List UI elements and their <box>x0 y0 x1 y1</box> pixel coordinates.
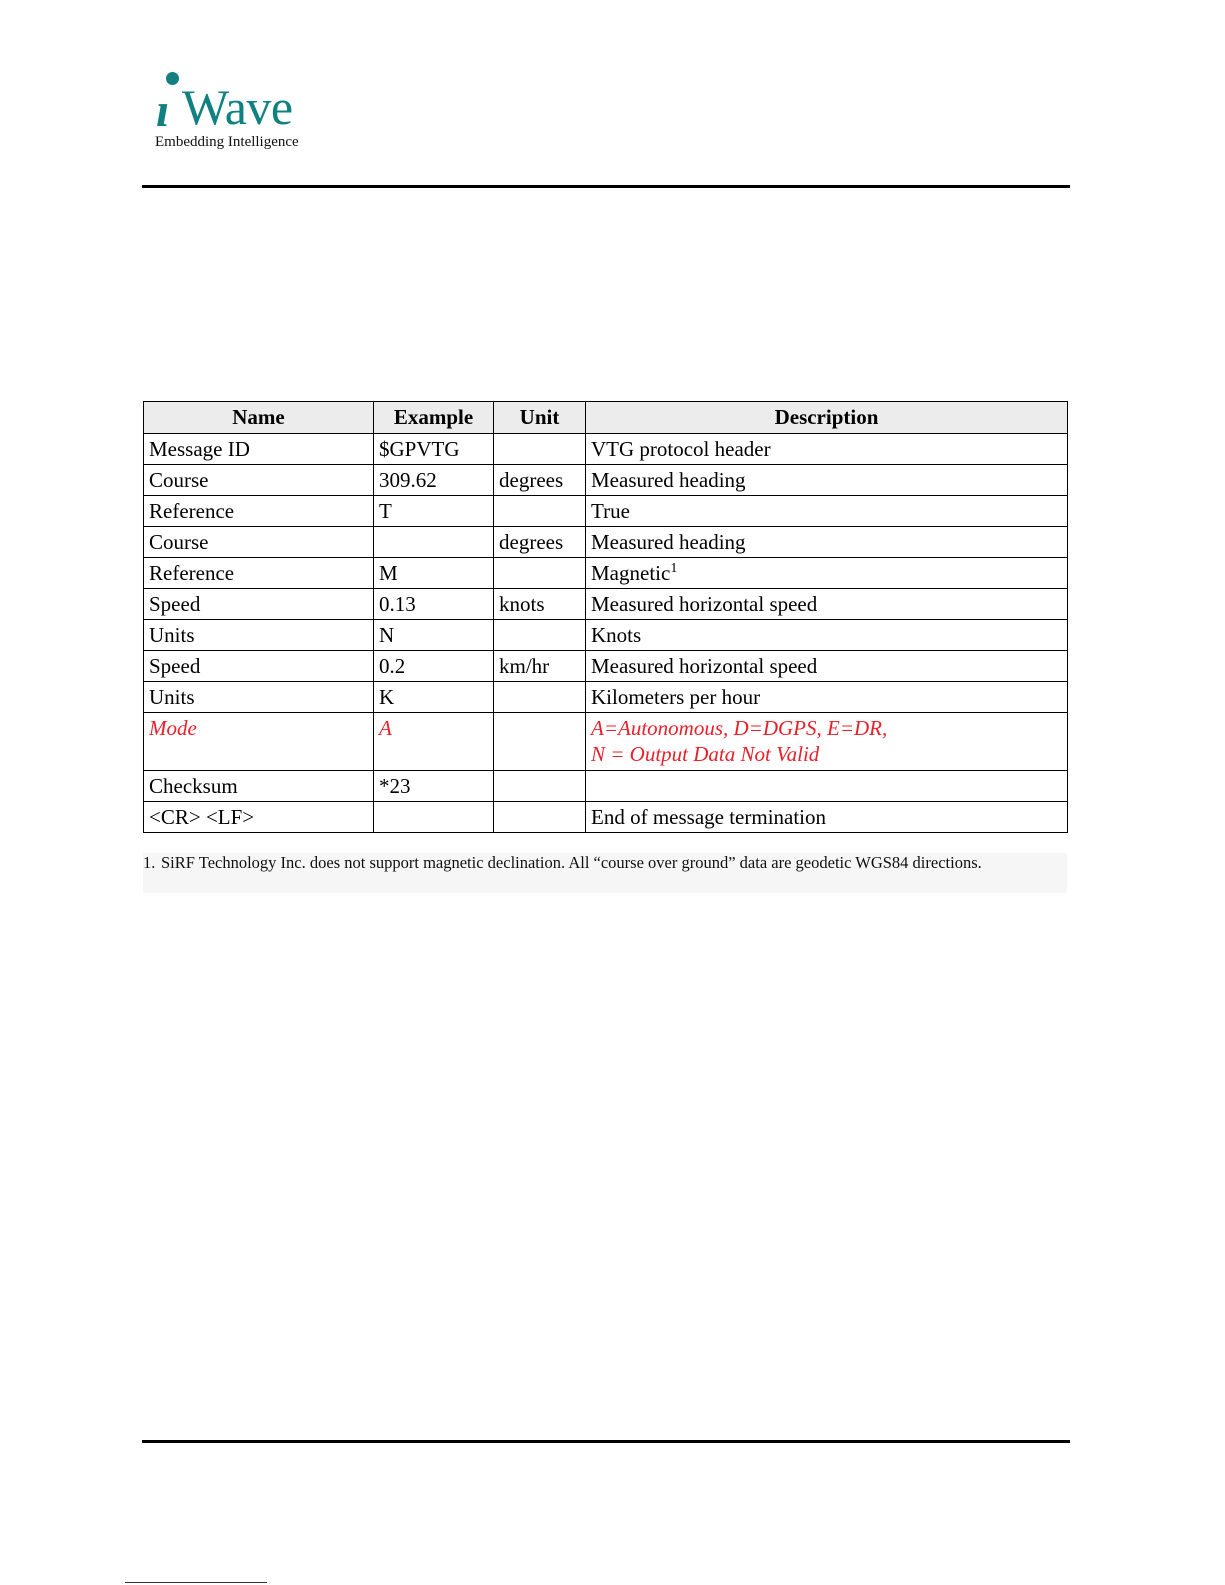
mode-description-line: A=Autonomous, D=DGPS, E=DR, <box>591 716 888 740</box>
vtg-message-table <box>143 401 1068 833</box>
header-description: Description <box>586 402 1068 434</box>
table-row <box>144 465 1068 496</box>
cell-name: Course <box>144 465 374 496</box>
cell-description <box>586 558 1068 589</box>
table-row <box>144 682 1068 713</box>
cell-name: Course <box>144 527 374 558</box>
cell-name: Checksum <box>144 771 374 802</box>
cell-description: Measured horizontal speed <box>586 589 1068 620</box>
cell-name: Speed <box>144 589 374 620</box>
cell-unit <box>494 682 586 713</box>
cell-unit <box>494 771 586 802</box>
cell-example: 309.62 <box>374 465 494 496</box>
table-header-row <box>144 402 1068 434</box>
cell-example: 0.13 <box>374 589 494 620</box>
footer-rule <box>142 1440 1070 1443</box>
footnote-reference: 1 <box>670 561 678 576</box>
cell-name: Message ID <box>144 434 374 465</box>
cell-name: Units <box>144 682 374 713</box>
cell-example: $GPVTG <box>374 434 494 465</box>
logo-tagline: Embedding Intelligence <box>155 134 299 150</box>
footer-underline <box>125 1582 267 1583</box>
table-row <box>144 589 1068 620</box>
iwave-logo <box>155 72 305 152</box>
description-text: Magnetic <box>591 561 671 585</box>
cell-name: Reference <box>144 496 374 527</box>
cell-example: A <box>374 713 494 771</box>
cell-unit: degrees <box>494 527 586 558</box>
cell-description: Kilometers per hour <box>586 682 1068 713</box>
cell-description: Measured heading <box>586 527 1068 558</box>
cell-description <box>586 713 1068 771</box>
cell-unit: km/hr <box>494 651 586 682</box>
table-row <box>144 620 1068 651</box>
cell-description: Measured heading <box>586 465 1068 496</box>
footnote-text: SiRF Technology Inc. does not support magnetic declination. All “course over ground” data are geodetic WGS84 directions. <box>161 853 982 872</box>
cell-unit <box>494 496 586 527</box>
cell-example <box>374 802 494 833</box>
cell-unit: knots <box>494 589 586 620</box>
cell-example <box>374 527 494 558</box>
cell-description: End of message termination <box>586 802 1068 833</box>
cell-example: T <box>374 496 494 527</box>
cell-description <box>586 771 1068 802</box>
table-row-mode <box>144 713 1068 771</box>
cell-name: Speed <box>144 651 374 682</box>
mode-description-line: N = Output Data Not Valid <box>591 742 820 766</box>
header-unit: Unit <box>494 402 586 434</box>
cell-unit <box>494 434 586 465</box>
table-row <box>144 527 1068 558</box>
cell-unit <box>494 558 586 589</box>
logo-i-stem: ı <box>156 84 170 137</box>
table-row <box>144 651 1068 682</box>
logo-wordmark: Wave <box>182 79 293 135</box>
header-name: Name <box>144 402 374 434</box>
cell-description: True <box>586 496 1068 527</box>
cell-unit: degrees <box>494 465 586 496</box>
table-row <box>144 558 1068 589</box>
cell-name: Reference <box>144 558 374 589</box>
table-row <box>144 771 1068 802</box>
cell-description: VTG protocol header <box>586 434 1068 465</box>
cell-name: Mode <box>144 713 374 771</box>
table-row <box>144 496 1068 527</box>
footnote-number: 1. <box>143 853 156 872</box>
cell-unit <box>494 620 586 651</box>
cell-unit <box>494 713 586 771</box>
cell-description: Knots <box>586 620 1068 651</box>
cell-description: Measured horizontal speed <box>586 651 1068 682</box>
logo-i-mark <box>155 72 179 137</box>
cell-name: <CR> <LF> <box>144 802 374 833</box>
table-footnote <box>143 853 1067 893</box>
cell-example: 0.2 <box>374 651 494 682</box>
cell-example: K <box>374 682 494 713</box>
cell-unit <box>494 802 586 833</box>
table-row <box>144 802 1068 833</box>
cell-example: *23 <box>374 771 494 802</box>
cell-name: Units <box>144 620 374 651</box>
cell-example: N <box>374 620 494 651</box>
table-row <box>144 434 1068 465</box>
header-example: Example <box>374 402 494 434</box>
cell-example: M <box>374 558 494 589</box>
header-rule <box>142 185 1070 188</box>
